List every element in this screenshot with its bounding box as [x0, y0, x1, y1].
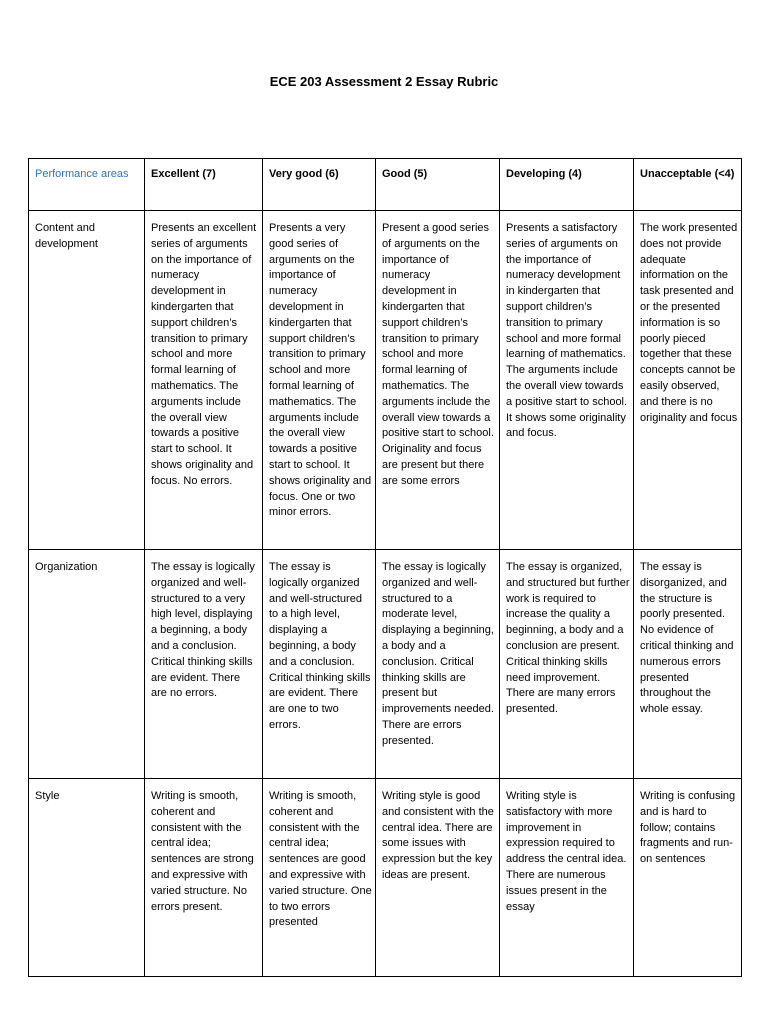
criteria-cell: Writing is confusing and is hard to follow; contains fragments and run-on sentences	[634, 779, 742, 977]
header-very-good: Very good (6)	[263, 159, 376, 211]
row-organization	[29, 550, 742, 779]
criteria-cell: Writing style is good and consistent with the central idea. There are some issues with expression but the key ideas are present.	[376, 779, 500, 977]
criteria-cell: Writing is smooth, coherent and consistent with the central idea; sentences are good and expressive with varied structure. One to two errors presented	[263, 779, 376, 977]
criteria-cell: The essay is disorganized, and the structure is poorly presented. No evidence of critical thinking and numerous errors presented throughout the whole essay.	[634, 550, 742, 779]
criteria-cell: Presents a very good series of arguments on the importance of numeracy development in kindergarten that support children’s transition to primary school and more formal learning of mathematics. The arguments include the overall view towards a positive start to school. It shows originality and focus. One or two minor errors.	[263, 211, 376, 550]
header-excellent: Excellent (7)	[145, 159, 263, 211]
criteria-cell: The essay is logically organized and well-structured to a very high level, displaying a beginning, a body and a conclusion. Critical thinking skills are evident. There are no errors.	[145, 550, 263, 779]
header-developing: Developing (4)	[500, 159, 634, 211]
rubric-table	[28, 158, 742, 977]
criteria-cell: Writing is smooth, coherent and consistent with the central idea; sentences are strong and expressive with varied structure. No errors present.	[145, 779, 263, 977]
area-label: Organization	[29, 550, 145, 779]
criteria-cell: The essay is logically organized and well-structured to a high level, displaying a beginning, a body and a conclusion. Critical thinking skills are evident. There are one to two errors.	[263, 550, 376, 779]
criteria-cell: The work presented does not provide adequate information on the task presented and or the presented information is so poorly pieced together that these concepts cannot be easily observed, and there is no originality and focus	[634, 211, 742, 550]
criteria-cell: Present a good series of arguments on the importance of numeracy development in kindergarten that support children’s transition to primary school and more formal learning of mathematics. The arguments include the overall view towards a positive start to school. Originality and focus are present but there are some errors	[376, 211, 500, 550]
area-label: Content and development	[29, 211, 145, 550]
header-good: Good (5)	[376, 159, 500, 211]
area-label: Style	[29, 779, 145, 977]
criteria-cell: The essay is logically organized and well-structured to a moderate level, displaying a beginning, a body and a conclusion. Critical thinking skills are present but improvements needed. There are errors presented.	[376, 550, 500, 779]
header-row	[29, 159, 742, 211]
page-title: ECE 203 Assessment 2 Essay Rubric	[269, 74, 499, 89]
row-content-and-development	[29, 211, 742, 550]
header-performance-areas: Performance areas	[29, 159, 145, 211]
header-unacceptable: Unacceptable (<4)	[634, 159, 742, 211]
criteria-cell: Presents an excellent series of arguments on the importance of numeracy development in kindergarten that support children’s transition to primary school and more formal learning of mathematics. The arguments include the overall view towards a positive start to school. It shows originality and focus. No errors.	[145, 211, 263, 550]
row-style	[29, 779, 742, 977]
criteria-cell: Presents a satisfactory series of arguments on the importance of numeracy development in kindergarten that support children’s transition to primary school and more formal learning of mathematics. The arguments include the overall view towards a positive start to school. It shows some originality and focus.	[500, 211, 634, 550]
criteria-cell: The essay is organized, and structured but further work is required to increase the quality a beginning, a body and a conclusion are present. Critical thinking skills need improvement. There are many errors presented.	[500, 550, 634, 779]
criteria-cell: Writing style is satisfactory with more improvement in expression required to address the central idea. There are numerous issues present in the essay	[500, 779, 634, 977]
